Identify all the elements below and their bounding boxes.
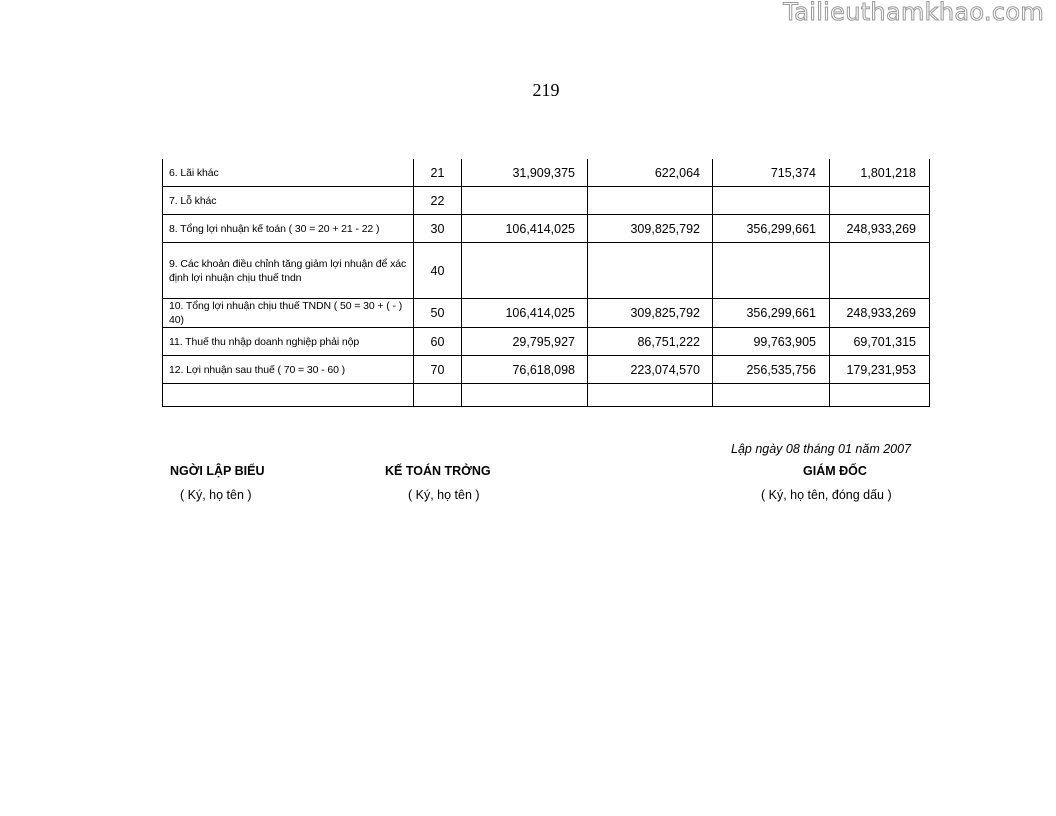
- row-value-4: 248,933,269: [830, 299, 930, 328]
- row-value-4: [830, 187, 930, 215]
- preparer-sign-note: ( Ký, họ tên ): [180, 488, 252, 502]
- director-title: GIÁM ĐỐC: [803, 464, 867, 478]
- accountant-sign-note: ( Ký, họ tên ): [408, 488, 480, 502]
- row-value-1: [462, 187, 588, 215]
- row-value-2: [588, 384, 713, 407]
- table-row: [163, 187, 930, 215]
- table-row: [163, 243, 930, 299]
- row-code: 22: [414, 187, 462, 215]
- row-code: 21: [414, 159, 462, 187]
- row-value-3: 99,763,905: [713, 328, 830, 356]
- row-value-3: [713, 187, 830, 215]
- row-value-4: 69,701,315: [830, 328, 930, 356]
- row-value-1: [462, 243, 588, 299]
- row-code: 50: [414, 299, 462, 328]
- row-value-3: [713, 243, 830, 299]
- row-value-1: 31,909,375: [462, 159, 588, 187]
- row-item-label: 11. Thuế thu nhập doanh nghiệp phải nộp: [163, 328, 414, 356]
- row-value-3: [713, 384, 830, 407]
- page-number: 219: [532, 80, 560, 100]
- row-item-label: [163, 384, 414, 407]
- table-row: [163, 159, 930, 187]
- row-item-label: 6. Lãi khác: [163, 159, 414, 187]
- row-value-1: 106,414,025: [462, 299, 588, 328]
- row-value-2: [588, 243, 713, 299]
- income-statement-table: [162, 159, 930, 407]
- row-value-4: 248,933,269: [830, 215, 930, 243]
- table-row: [163, 384, 930, 407]
- row-code: 70: [414, 356, 462, 384]
- row-item-label: 10. Tổng lợi nhuận chịu thuế TNDN ( 50 = 30 + ( - ) 40): [163, 299, 414, 328]
- row-value-1: 76,618,098: [462, 356, 588, 384]
- row-item-label: 8. Tổng lợi nhuận kế toán ( 30 = 20 + 21 - 22 ): [163, 215, 414, 243]
- row-value-1: 106,414,025: [462, 215, 588, 243]
- row-value-3: 356,299,661: [713, 299, 830, 328]
- table-row: [163, 299, 930, 328]
- row-value-4: [830, 384, 930, 407]
- row-value-2: 86,751,222: [588, 328, 713, 356]
- table-row: [163, 215, 930, 243]
- row-value-4: 179,231,953: [830, 356, 930, 384]
- table-row: [163, 328, 930, 356]
- report-date: Lập ngày 08 tháng 01 năm 2007: [731, 442, 912, 456]
- row-value-2: 223,074,570: [588, 356, 713, 384]
- preparer-title: NGỜI LẬP BIỂU: [170, 464, 265, 478]
- row-code: 60: [414, 328, 462, 356]
- row-value-2: 309,825,792: [588, 299, 713, 328]
- row-code: 40: [414, 243, 462, 299]
- row-value-2: 309,825,792: [588, 215, 713, 243]
- row-value-4: [830, 243, 930, 299]
- row-item-label: 9. Các khoản điều chỉnh tăng giảm lợi nhuận để xác định lợi nhuận chịu thuế tndn: [163, 243, 414, 299]
- row-value-4: 1,801,218: [830, 159, 930, 187]
- row-value-3: 256,535,756: [713, 356, 830, 384]
- accountant-title: KẾ TOÁN TRỞNG: [385, 464, 491, 478]
- row-value-3: 356,299,661: [713, 215, 830, 243]
- row-code: [414, 384, 462, 407]
- row-item-label: 12. Lợi nhuận sau thuế ( 70 = 30 - 60 ): [163, 356, 414, 384]
- director-sign-note: ( Ký, họ tên, đóng dấu ): [761, 488, 892, 502]
- row-item-label: 7. Lỗ khác: [163, 187, 414, 215]
- row-value-3: 715,374: [713, 159, 830, 187]
- table-row: [163, 356, 930, 384]
- row-value-2: 622,064: [588, 159, 713, 187]
- row-code: 30: [414, 215, 462, 243]
- row-value-2: [588, 187, 713, 215]
- watermark: Tailieuthamkhao.com: [783, 0, 1044, 26]
- row-value-1: [462, 384, 588, 407]
- row-value-1: 29,795,927: [462, 328, 588, 356]
